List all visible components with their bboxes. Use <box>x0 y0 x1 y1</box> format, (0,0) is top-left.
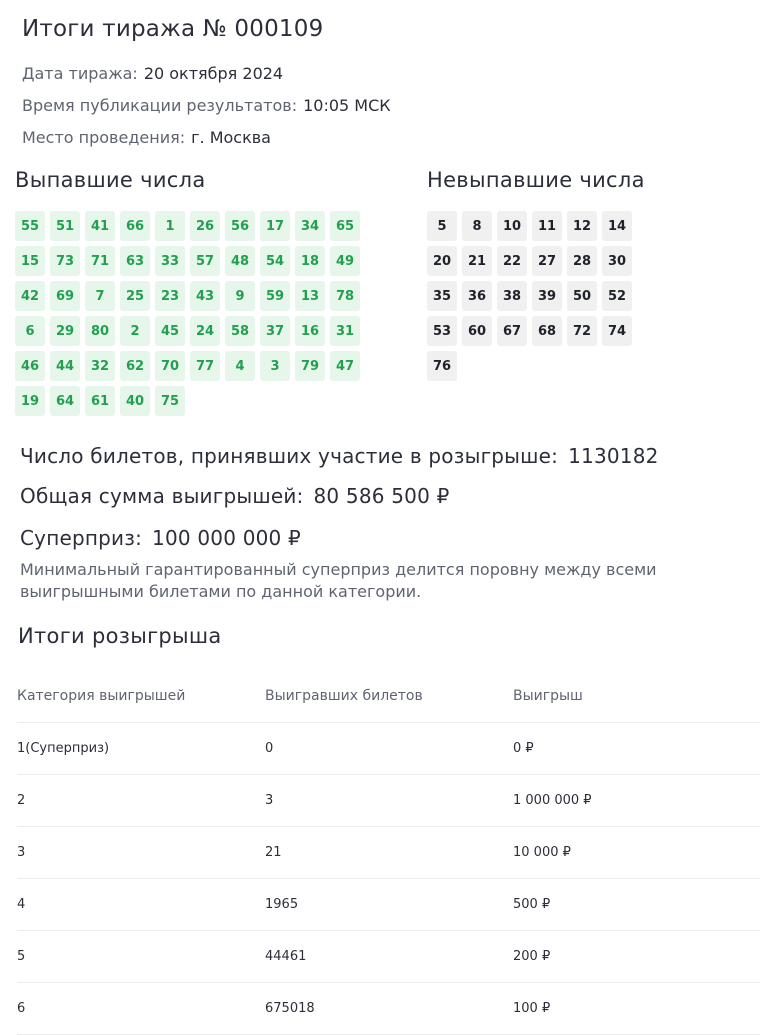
not-drawn-number: 21 <box>462 246 492 276</box>
drawn-number: 16 <box>295 316 325 346</box>
drawn-number: 1 <box>155 211 185 241</box>
drawn-number: 78 <box>330 281 360 311</box>
drawn-number: 73 <box>50 246 80 276</box>
drawn-number: 71 <box>85 246 115 276</box>
not-drawn-number: 12 <box>567 211 597 241</box>
winning-tickets-cell: 1965 <box>265 897 299 912</box>
not-drawn-number: 60 <box>462 316 492 346</box>
drawn-number: 64 <box>50 386 80 416</box>
drawn-number: 6 <box>15 316 45 346</box>
superprize-value: 100 000 000 ₽ <box>152 526 301 550</box>
drawn-number: 58 <box>225 316 255 346</box>
drawn-numbers-grid <box>15 211 360 416</box>
winning-tickets-cell: 3 <box>265 793 274 808</box>
not-drawn-number: 76 <box>427 351 457 381</box>
drawn-number: 37 <box>260 316 290 346</box>
table-row <box>17 827 760 879</box>
results-table-header <box>17 670 760 723</box>
draw-date-label: Дата тиража: <box>22 64 138 83</box>
drawn-number: 66 <box>120 211 150 241</box>
category-cell: 6 <box>17 1001 26 1016</box>
drawn-number: 17 <box>260 211 290 241</box>
drawn-number: 48 <box>225 246 255 276</box>
not-drawn-number: 67 <box>497 316 527 346</box>
winning-tickets-cell: 44461 <box>265 949 307 964</box>
column-header-category: Категория выигрышей <box>17 688 186 704</box>
drawn-number: 29 <box>50 316 80 346</box>
tickets-count-value: 1130182 <box>568 444 659 468</box>
category-cell: 3 <box>17 845 26 860</box>
category-cell: 2 <box>17 793 26 808</box>
publication-time-label: Время публикации результатов: <box>22 96 298 115</box>
draw-date-value: 20 октября 2024 <box>143 64 284 83</box>
draw-date-row <box>22 64 283 83</box>
tickets-count-row <box>20 444 659 468</box>
winning-tickets-cell: 675018 <box>265 1001 315 1016</box>
not-drawn-number: 8 <box>462 211 492 241</box>
column-header-winning-tickets: Выигравших билетов <box>265 688 423 704</box>
total-winnings-value: 80 586 500 ₽ <box>313 484 450 508</box>
drawn-number: 40 <box>120 386 150 416</box>
winning-tickets-cell: 21 <box>265 845 282 860</box>
not-drawn-number: 39 <box>532 281 562 311</box>
not-drawn-number: 28 <box>567 246 597 276</box>
drawn-number: 42 <box>15 281 45 311</box>
drawn-number: 46 <box>15 351 45 381</box>
prize-cell: 500 ₽ <box>513 897 551 912</box>
drawn-number: 25 <box>120 281 150 311</box>
drawn-number: 19 <box>15 386 45 416</box>
not-drawn-number: 20 <box>427 246 457 276</box>
not-drawn-numbers-title: Невыпавшие числа <box>427 168 645 192</box>
prize-cell: 200 ₽ <box>513 949 551 964</box>
category-cell: 1(Суперприз) <box>17 741 110 756</box>
drawn-number: 55 <box>15 211 45 241</box>
place-row <box>22 128 271 147</box>
table-row <box>17 931 760 983</box>
not-drawn-number: 36 <box>462 281 492 311</box>
not-drawn-number: 50 <box>567 281 597 311</box>
drawn-number: 18 <box>295 246 325 276</box>
drawn-number: 7 <box>85 281 115 311</box>
prize-cell: 0 ₽ <box>513 741 534 756</box>
results-table <box>17 670 760 1035</box>
table-row <box>17 879 760 931</box>
drawn-number: 63 <box>120 246 150 276</box>
drawn-number: 24 <box>190 316 220 346</box>
drawn-number: 33 <box>155 246 185 276</box>
drawn-number: 34 <box>295 211 325 241</box>
total-winnings-row <box>20 484 450 508</box>
table-row <box>17 983 760 1035</box>
publication-time-row <box>22 96 391 115</box>
column-header-prize: Выигрыш <box>513 688 583 704</box>
results-title: Итоги розыгрыша <box>18 624 222 648</box>
page-title: Итоги тиража № 000109 <box>22 16 324 42</box>
drawn-number: 2 <box>120 316 150 346</box>
drawn-number: 31 <box>330 316 360 346</box>
not-drawn-number: 11 <box>532 211 562 241</box>
drawn-number: 47 <box>330 351 360 381</box>
publication-time-value: 10:05 МСК <box>303 96 391 115</box>
drawn-number: 75 <box>155 386 185 416</box>
drawn-numbers-title: Выпавшие числа <box>15 168 206 192</box>
results-table-body <box>17 723 760 1035</box>
drawn-number: 79 <box>295 351 325 381</box>
drawn-number: 3 <box>260 351 290 381</box>
drawn-number: 56 <box>225 211 255 241</box>
place-label: Место проведения: <box>22 128 186 147</box>
drawn-number: 77 <box>190 351 220 381</box>
table-row <box>17 775 760 827</box>
prize-cell: 10 000 ₽ <box>513 845 571 860</box>
drawn-number: 65 <box>330 211 360 241</box>
not-drawn-number: 53 <box>427 316 457 346</box>
category-cell: 5 <box>17 949 26 964</box>
not-drawn-number: 52 <box>602 281 632 311</box>
drawn-number: 9 <box>225 281 255 311</box>
drawn-number: 51 <box>50 211 80 241</box>
winning-tickets-cell: 0 <box>265 741 274 756</box>
not-drawn-number: 27 <box>532 246 562 276</box>
prize-cell: 100 ₽ <box>513 1001 551 1016</box>
drawn-number: 49 <box>330 246 360 276</box>
not-drawn-number: 74 <box>602 316 632 346</box>
drawn-number: 26 <box>190 211 220 241</box>
not-drawn-numbers-grid <box>427 211 632 381</box>
drawn-number: 41 <box>85 211 115 241</box>
not-drawn-number: 10 <box>497 211 527 241</box>
not-drawn-number: 38 <box>497 281 527 311</box>
not-drawn-number: 22 <box>497 246 527 276</box>
tickets-count-label: Число билетов, принявших участие в розыгрыше: <box>20 444 559 468</box>
drawn-number: 62 <box>120 351 150 381</box>
not-drawn-number: 68 <box>532 316 562 346</box>
not-drawn-number: 30 <box>602 246 632 276</box>
not-drawn-number: 5 <box>427 211 457 241</box>
not-drawn-number: 14 <box>602 211 632 241</box>
category-cell: 4 <box>17 897 26 912</box>
drawn-number: 32 <box>85 351 115 381</box>
superprize-note: Минимальный гарантированный суперприз делится поровну между всеми выигрышными билетами по данной категории. <box>20 560 657 601</box>
drawn-number: 69 <box>50 281 80 311</box>
drawn-number: 23 <box>155 281 185 311</box>
drawn-number: 70 <box>155 351 185 381</box>
prize-cell: 1 000 000 ₽ <box>513 793 592 808</box>
drawn-number: 80 <box>85 316 115 346</box>
drawn-number: 54 <box>260 246 290 276</box>
drawn-number: 13 <box>295 281 325 311</box>
drawn-number: 57 <box>190 246 220 276</box>
drawn-number: 43 <box>190 281 220 311</box>
drawn-number: 4 <box>225 351 255 381</box>
place-value: г. Москва <box>191 128 271 147</box>
drawn-number: 15 <box>15 246 45 276</box>
drawn-number: 45 <box>155 316 185 346</box>
drawn-number: 44 <box>50 351 80 381</box>
superprize-row <box>20 526 301 550</box>
superprize-label: Суперприз: <box>20 526 143 550</box>
drawn-number: 61 <box>85 386 115 416</box>
drawn-number: 59 <box>260 281 290 311</box>
not-drawn-number: 35 <box>427 281 457 311</box>
table-row <box>17 723 760 775</box>
not-drawn-number: 72 <box>567 316 597 346</box>
total-winnings-label: Общая сумма выигрышей: <box>20 484 304 508</box>
